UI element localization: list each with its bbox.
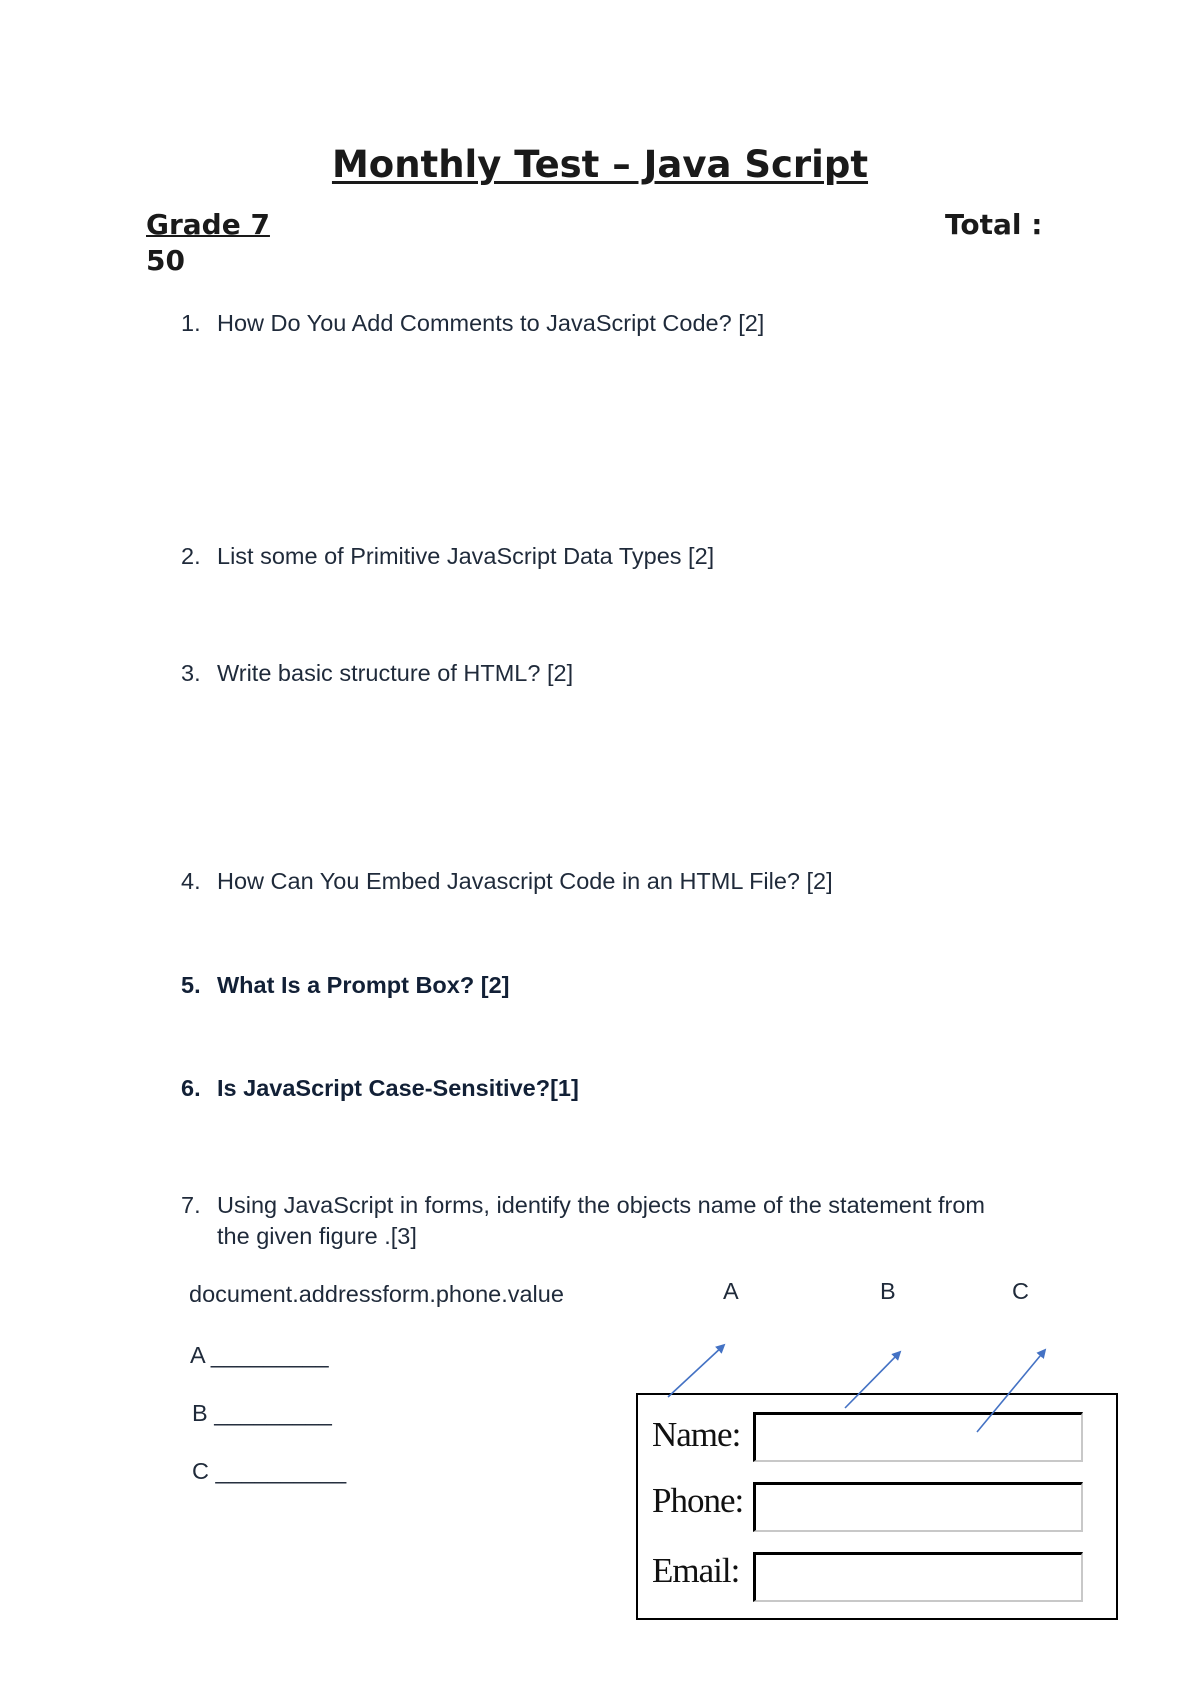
question-text: What Is a Prompt Box? [2] <box>217 972 510 998</box>
question-text: Is JavaScript Case-Sensitive?[1] <box>217 1075 579 1101</box>
question-number: 4. <box>181 868 201 894</box>
arrow-a-icon <box>668 1345 724 1397</box>
statement-text: document.addressform.phone.value <box>189 1281 564 1307</box>
question-number: 2. <box>181 543 201 569</box>
question-number: 3. <box>181 660 201 686</box>
form-label-name: Name: <box>652 1415 741 1454</box>
question-number: 6. <box>181 1075 201 1101</box>
page-title: Monthly Test – Java Script <box>331 143 869 186</box>
total-label: Total : <box>945 208 1043 241</box>
figure-letter-c: C <box>1012 1278 1029 1304</box>
form-label-email: Email: <box>652 1551 740 1590</box>
figure-letter-a: A <box>723 1278 739 1304</box>
question-text-continued: the given figure .[3] <box>217 1223 417 1249</box>
arrow-c-icon <box>977 1350 1045 1432</box>
question-text: List some of Primitive JavaScript Data Types [2] <box>217 543 715 569</box>
question-number: 5. <box>181 972 201 998</box>
question-text: Write basic structure of HTML? [2] <box>217 660 574 686</box>
question-text: How Can You Embed Javascript Code in an HTML File? [2] <box>217 868 833 894</box>
question-text: How Do You Add Comments to JavaScript Code? [2] <box>217 310 765 336</box>
question-number: 1. <box>181 310 201 336</box>
total-value: 50 <box>146 244 185 277</box>
answer-line-b: B _________ <box>192 1400 332 1426</box>
answer-line-c: C __________ <box>192 1458 347 1484</box>
figure-letter-b: B <box>880 1278 896 1304</box>
answer-line-a: A _________ <box>190 1342 329 1368</box>
question-text: Using JavaScript in forms, identify the objects name of the statement from <box>217 1192 986 1218</box>
grade-label: Grade 7 <box>146 208 270 241</box>
form-label-phone: Phone: <box>652 1481 744 1520</box>
question-number: 7. <box>181 1192 201 1218</box>
arrow-b-icon <box>845 1352 900 1408</box>
